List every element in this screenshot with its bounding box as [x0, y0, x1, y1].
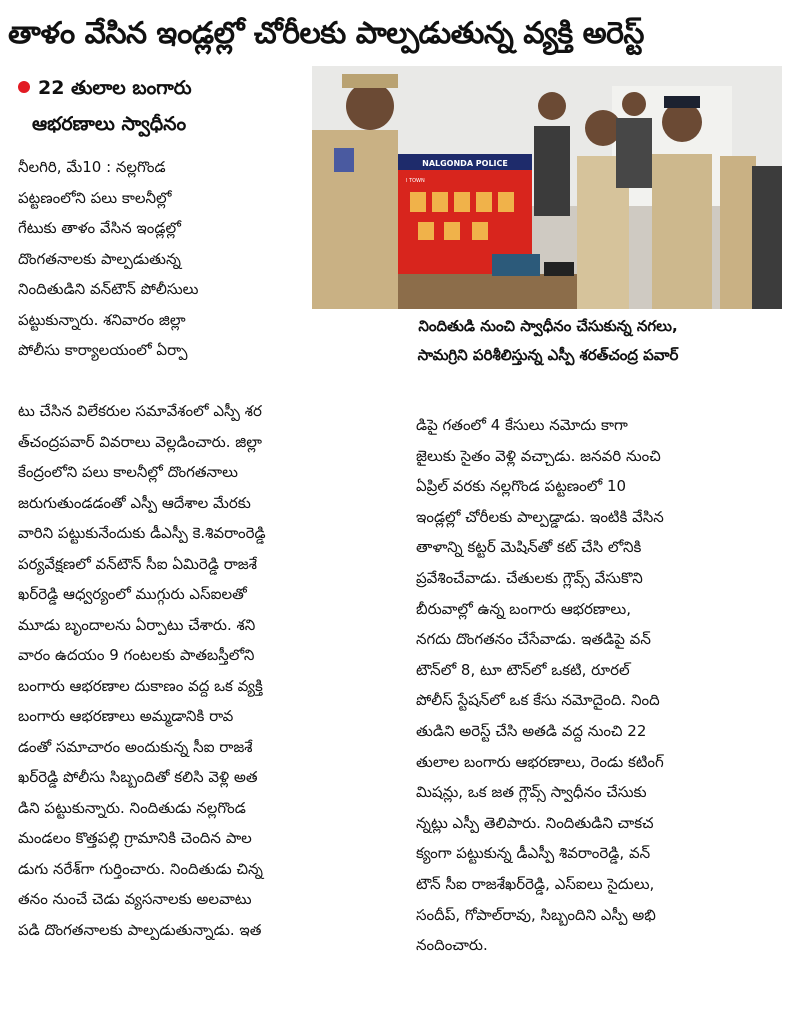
body-line: గేటుకు తాళం వేసిన ఇండ్లల్లో: [18, 219, 181, 237]
body-line: బంగారు ఆభరణాల దుకాణం వద్ద ఒక వ్యక్తి: [18, 676, 263, 695]
body-line: టౌన్ సీఐ రాజశేఖర్‌రెడ్డి, ఎస్‌ఐలు సైదులు,: [416, 874, 655, 893]
body-line: ఖర్‌రెడ్డి ఆధ్వర్యంలో ముగ్గురు ఎస్‌ఐలతో: [18, 585, 247, 603]
photo-illustration: [312, 66, 782, 309]
body-line: తాళాన్ని కట్టర్ మెషిన్‌తో కట్ చేసి లోనికి: [416, 538, 642, 557]
body-line: పట్టణంలోని పలు కాలనీల్లో: [18, 188, 172, 207]
body-line: పర్యవేక్షణలో వన్‌టౌన్ సీఐ ఏమిరెడ్డి రాజశే: [18, 554, 257, 573]
body-line: మిషన్లు, ఒక జత గ్లౌవ్స్ స్వాధీనం చేసుకు: [416, 783, 647, 802]
body-line: ఏప్రిల్ వరకు నల్లగొండ పట్టణంలో 10: [416, 477, 627, 496]
body-column-right: [416, 410, 786, 961]
caption-line-1: నిందితుడి నుంచి స్వాధీనం చేసుకున్న నగలు,: [418, 317, 678, 335]
body-line: త్‌చంద్రపవార్ వివరాలు వెల్లడించారు. జిల్లా: [18, 432, 262, 451]
body-line: ఇండ్లల్లో చోరీలకు పాల్పడ్డాడు. ఇంటికి వేసిన: [416, 507, 664, 526]
body-line: పోలీస్ స్టేషన్‌లో ఒక కేసు నమోదైంది. నింది: [416, 691, 660, 710]
body-line: నగదు దొంగతనం చేసేవాడు. ఇతడిపై వన్: [416, 630, 651, 649]
bullet-icon: [18, 81, 30, 93]
body-line: పట్టుకున్నారు. శనివారం జిల్లా: [18, 310, 186, 329]
body-line: దొంగతనాలకు పాల్పడుతున్న: [18, 249, 181, 268]
body-line: వారిని పట్టుకునేందుకు డీఎస్పీ కె.శివరాంరెడ్డి: [18, 524, 266, 542]
body-line: మండలం కొత్తపల్లి గ్రామానికి చెందిన పాల: [18, 829, 252, 847]
body-line: తులాల బంగారు ఆభరణాలు, రెండు కటింగ్: [416, 752, 664, 771]
body-column-top-left: [18, 152, 306, 366]
body-line: క్యంగా పట్టుకున్న డీఎస్పీ శివరాంరెడ్డి, వన్: [416, 844, 651, 863]
body-line: కేంద్రంలోని పలు కాలనీల్లో దొంగతనాలు: [18, 463, 238, 481]
board-sublabel: I TOWN: [406, 178, 425, 184]
body-line: నిందితుడిని వన్‌టౌన్ పోలీసులు: [18, 280, 199, 298]
body-line: జైలుకు సైతం వెళ్లి వచ్చాడు. జనవరి నుంచి: [416, 446, 661, 465]
body-line: తుడిని అరెస్ట్ చేసి అతడి వద్ద నుంచి 22: [416, 721, 647, 740]
subheadline-text-1: 22 తులాల బంగారు: [38, 77, 192, 99]
body-line: న్నట్లు ఎస్పీ తెలిపారు. నిందితుడిని చాకచ: [416, 813, 654, 832]
body-line: నీలగిరి, మే10 : నల్లగొండ: [18, 158, 166, 176]
headline: తాళం వేసిన ఇండ్లల్లో చోరీలకు పాల్పడుతున్న వ్యక్తి అరెస్ట్: [8, 16, 644, 51]
news-photo: [312, 66, 782, 309]
body-line: డిపై గతంలో 4 కేసులు నమోదు కాగా: [416, 416, 628, 434]
body-line: జరుగుతుండడంతో ఎస్పీ ఆదేశాల మేరకు: [18, 493, 251, 512]
body-line: పడి దొంగతనాలకు పాల్పడుతున్నాడు. ఇత: [18, 920, 262, 939]
body-line: టౌన్‌లో 8, టూ టౌన్‌లో ఒకటి, రూరల్: [416, 660, 630, 679]
body-line: ఖర్‌రెడ్డి పోలీసు సిబ్బందితో కలిసి వెళ్లి అత: [18, 768, 258, 786]
body-line: డుగు నరేశ్‌గా గుర్తించారు. నిందితుడు చిన్న: [18, 859, 263, 878]
body-line: తనం నుంచే చెడు వ్యసనాలకు అలవాటు: [18, 890, 252, 908]
body-line: టు చేసిన విలేకరుల సమావేశంలో ఎస్పీ శర: [18, 402, 262, 420]
body-line: నందించారు.: [416, 936, 488, 955]
body-line: ప్రవేశించేవాడు. చేతులకు గ్లౌవ్స్ వేసుకొని: [416, 568, 643, 587]
body-line: సందీప్, గోపాల్‌రావు, సిబ్బందిని ఎస్పీ అభి: [416, 905, 656, 924]
subheadline-line-1: [18, 70, 308, 106]
body-line: బీరువాల్లో ఉన్న బంగారు ఆభరణాలు,: [416, 599, 632, 618]
subheadline: [18, 70, 308, 142]
caption-line-2: సామగ్రిని పరిశీలిస్తున్న ఎస్పీ శరత్‌చంద్ర పవార్: [417, 346, 679, 364]
body-line: వారం ఉదయం 9 గంటలకు పాతబస్తీలోని: [18, 646, 255, 664]
body-line: డిని పట్టుకున్నారు. నిందితుడు నల్లగొండ: [18, 798, 246, 817]
body-line: డంతో సమాచారం అందుకున్న సీఐ రాజశే: [18, 737, 253, 756]
subheadline-line-2: ఆభరణాలు స్వాధీనం: [32, 113, 187, 135]
body-line: పోలీసు కార్యాలయంలో ఏర్పా: [18, 341, 188, 359]
body-line: బంగారు ఆభరణాలు అమ్మడానికి రావ: [18, 707, 234, 725]
board-label: NALGONDA POLICE: [422, 159, 508, 168]
photo-caption: [312, 312, 784, 370]
body-line: మూడు బృందాలను ఏర్పాటు చేశారు. శని: [18, 615, 256, 634]
body-column-left: [18, 396, 396, 945]
